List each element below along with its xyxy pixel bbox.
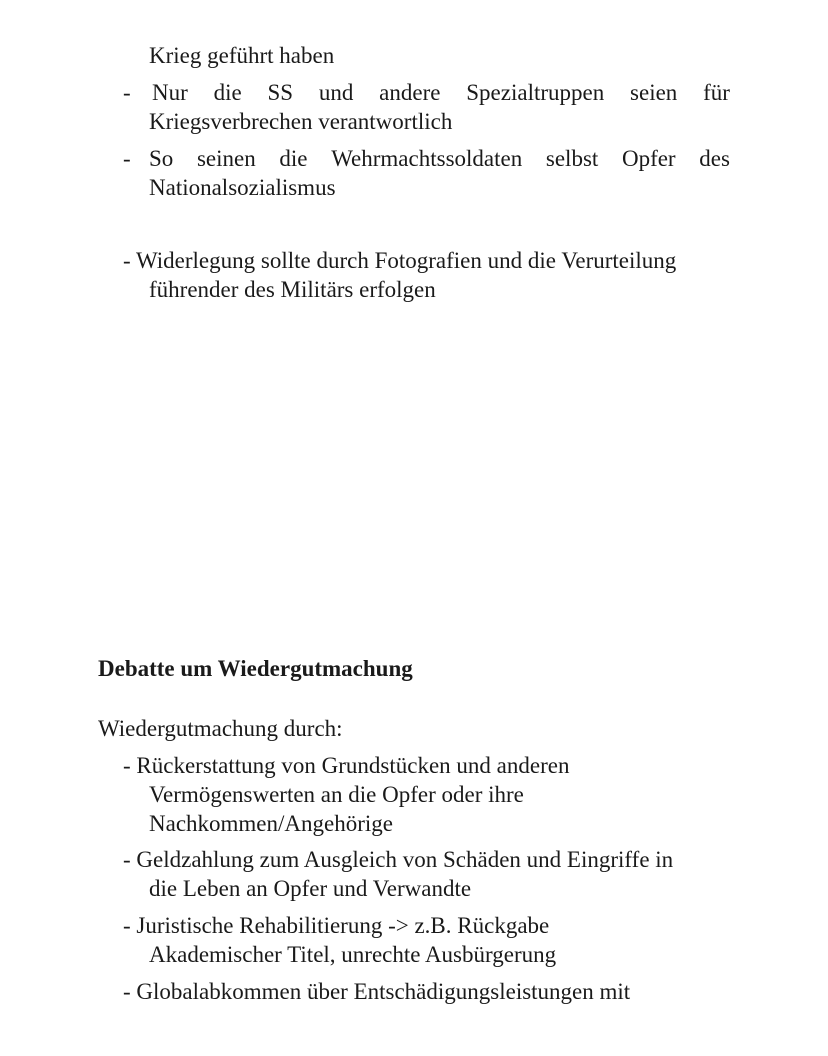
list-item: - Geldzahlung zum Ausgleich von Schäden und Eingriffe in (123, 847, 674, 872)
word: So (149, 146, 174, 171)
word: Spezialtruppen (466, 80, 605, 105)
word: SS (267, 80, 294, 105)
word: Nur (152, 80, 188, 105)
continuation-text: Krieg geführt haben (149, 43, 335, 68)
word: und (318, 80, 354, 105)
word: seinen (196, 146, 256, 171)
word: selbst (545, 146, 599, 171)
list-item-continuation: Akademischer Titel, unrechte Ausbürgerung (149, 942, 557, 967)
list-item-continuation: Vermögenswerten an die Opfer oder ihre (149, 782, 524, 807)
list-item-continuation: Nationalsozialismus (149, 175, 336, 200)
list-item-continuation: Nachkommen/Angehörige (149, 811, 393, 836)
word: des (699, 146, 730, 171)
list-dash: - (123, 146, 131, 171)
rebuttal-line: - Widerlegung sollte durch Fotografien und die Verurteilung (123, 248, 677, 273)
list-item-continuation: Kriegsverbrechen verantwortlich (149, 109, 453, 134)
word: Opfer (621, 146, 676, 171)
word: Wehrmachtssoldaten (331, 146, 523, 171)
list-item: - Juristische Rehabilitierung -> z.B. Rückgabe (123, 913, 550, 938)
list-item-line (149, 144, 730, 173)
list-item-line (152, 78, 730, 107)
word: seien (630, 80, 678, 105)
rebuttal-continuation: führender des Militärs erfolgen (149, 277, 436, 302)
word: die (279, 146, 308, 171)
list-item: - Globalabkommen über Entschädigungsleistungen mit (123, 979, 631, 1004)
list-item-continuation: die Leben an Opfer und Verwandte (149, 876, 472, 901)
list-dash: - (123, 80, 131, 105)
section-heading: Debatte um Wiedergutmachung (98, 656, 413, 681)
word: die (213, 80, 242, 105)
list-item: - Rückerstattung von Grundstücken und anderen (123, 753, 570, 778)
word: andere (379, 80, 441, 105)
intro-text: Wiedergutmachung durch: (98, 716, 343, 741)
word: für (703, 80, 730, 105)
